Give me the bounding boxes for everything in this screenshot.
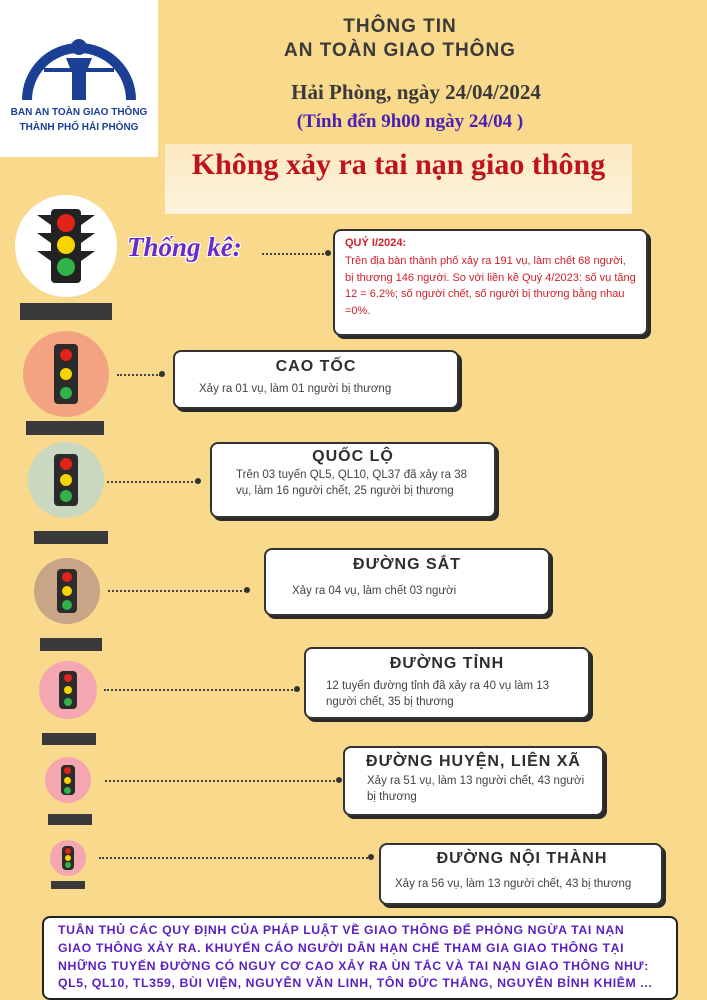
connector — [105, 780, 339, 782]
cat-circle-provincial-road — [39, 661, 97, 719]
divider-bar — [34, 531, 108, 544]
quarter-summary-card — [333, 229, 648, 336]
connector-dot — [159, 371, 165, 377]
divider-bar — [42, 733, 96, 745]
connector — [107, 481, 197, 483]
title-line-1: THÔNG TIN — [343, 16, 457, 37]
cat-circle-national-road — [28, 442, 104, 518]
divider-bar — [48, 814, 92, 825]
traffic-light-icon — [37, 209, 95, 283]
connector-dot — [244, 587, 250, 593]
safety-notice — [42, 916, 678, 1000]
card-title: ĐƯỜNG NỘI THÀNH — [436, 850, 608, 867]
notice-text: TUÂN THỦ CÁC QUY ĐỊNH CỦA PHÁP LUẬT VỀ GIAO THÔNG ĐỂ PHÒNG NGỪA TAI NẠN GIAO THÔNG XẢY RA. KHUYẾN CÁO NGƯỜI DÂN HẠN CHẾ THAM GIA GIAO THÔNG TẠI NHỮNG TUYẾN ĐƯỜNG CÓ NGUY CƠ CAO XẢY RA ÙN TẮC VÀ TAI NẠN GIAO THÔNG NHƯ: QL5, QL10, TL359, BÙI VIỆN, NGUYỄN VĂN LINH, TÔN ĐỨC THẮNG, NGUYỄN BỈNH KHIÊM ... — [58, 923, 653, 991]
headline: Không xảy ra tai nạn giao thông — [191, 148, 606, 181]
card-national-road — [210, 442, 496, 518]
connector — [99, 857, 371, 859]
card-urban-road — [379, 843, 663, 905]
title-line-2: AN TOÀN GIAO THÔNG — [284, 40, 516, 61]
card-provincial-road — [304, 647, 590, 719]
quarter-body: Trên địa bàn thành phố xảy ra 191 vụ, làm chết 68 người, bị thương 146 người. So với liền kề Quý 4/2023: số vụ tăng 12 = 6.2%; số người chết, số người bị thương bằng nhau =0%. — [345, 255, 636, 317]
connector-dot — [336, 777, 342, 783]
divider-bar — [40, 638, 102, 651]
cat-circle-district-road — [45, 757, 91, 803]
logo — [0, 0, 158, 157]
divider-bar — [20, 303, 112, 320]
card-title: ĐƯỜNG TỈNH — [389, 655, 505, 672]
divider-bar — [26, 421, 104, 435]
card-text: Trên 03 tuyến QL5, QL10, QL37 đã xảy ra 38 vụ, làm 16 người chết, 25 người bị thương — [236, 469, 467, 497]
card-title: ĐƯỜNG SẮT — [353, 556, 461, 573]
card-text: Xảy ra 56 vụ, làm 13 người chết, 43 bị thương — [395, 878, 632, 890]
card-railway — [264, 548, 550, 616]
traffic-safety-logo-icon — [14, 22, 144, 102]
card-highway — [173, 350, 459, 409]
logo-line-1: BAN AN TOÀN GIAO THÔNG — [10, 107, 148, 118]
report-date: Hải Phòng, ngày 24/04/2024 — [291, 80, 541, 104]
connector — [108, 590, 246, 592]
card-district-road — [343, 746, 604, 816]
card-text: Xảy ra 01 vụ, làm 01 người bị thương — [199, 383, 392, 395]
as-of-time: (Tính đến 9h00 ngày 24/04 ) — [296, 111, 524, 132]
quarter-title: QUÝ I/2024: — [345, 237, 407, 249]
logo-line-2: THÀNH PHỐ HẢI PHÒNG — [19, 122, 139, 133]
connector — [262, 253, 328, 255]
card-text: Xảy ra 51 vụ, làm 13 người chết, 43 người bị thương — [367, 775, 585, 803]
cat-circle-urban-road — [50, 840, 86, 876]
card-title: CAO TỐC — [275, 358, 357, 375]
card-text: 12 tuyến đường tỉnh đã xảy ra 40 vụ làm 13 người chết, 35 bị thương — [326, 680, 550, 708]
connector — [117, 374, 161, 376]
connector — [104, 689, 296, 691]
divider-bar — [51, 881, 85, 889]
card-title: QUỐC LỘ — [312, 448, 394, 465]
card-title: ĐƯỜNG HUYỆN, LIÊN XÃ — [366, 753, 581, 770]
connector-dot — [195, 478, 201, 484]
connector-dot — [294, 686, 300, 692]
cat-circle-railway — [34, 558, 100, 624]
main-traffic-light-badge — [15, 195, 117, 297]
connector-dot — [368, 854, 374, 860]
cat-circle-highway — [23, 331, 109, 417]
connector-dot — [325, 250, 331, 256]
stats-label: Thống kê: — [127, 232, 242, 262]
card-text: Xảy ra 04 vụ, làm chết 03 người — [292, 585, 457, 597]
